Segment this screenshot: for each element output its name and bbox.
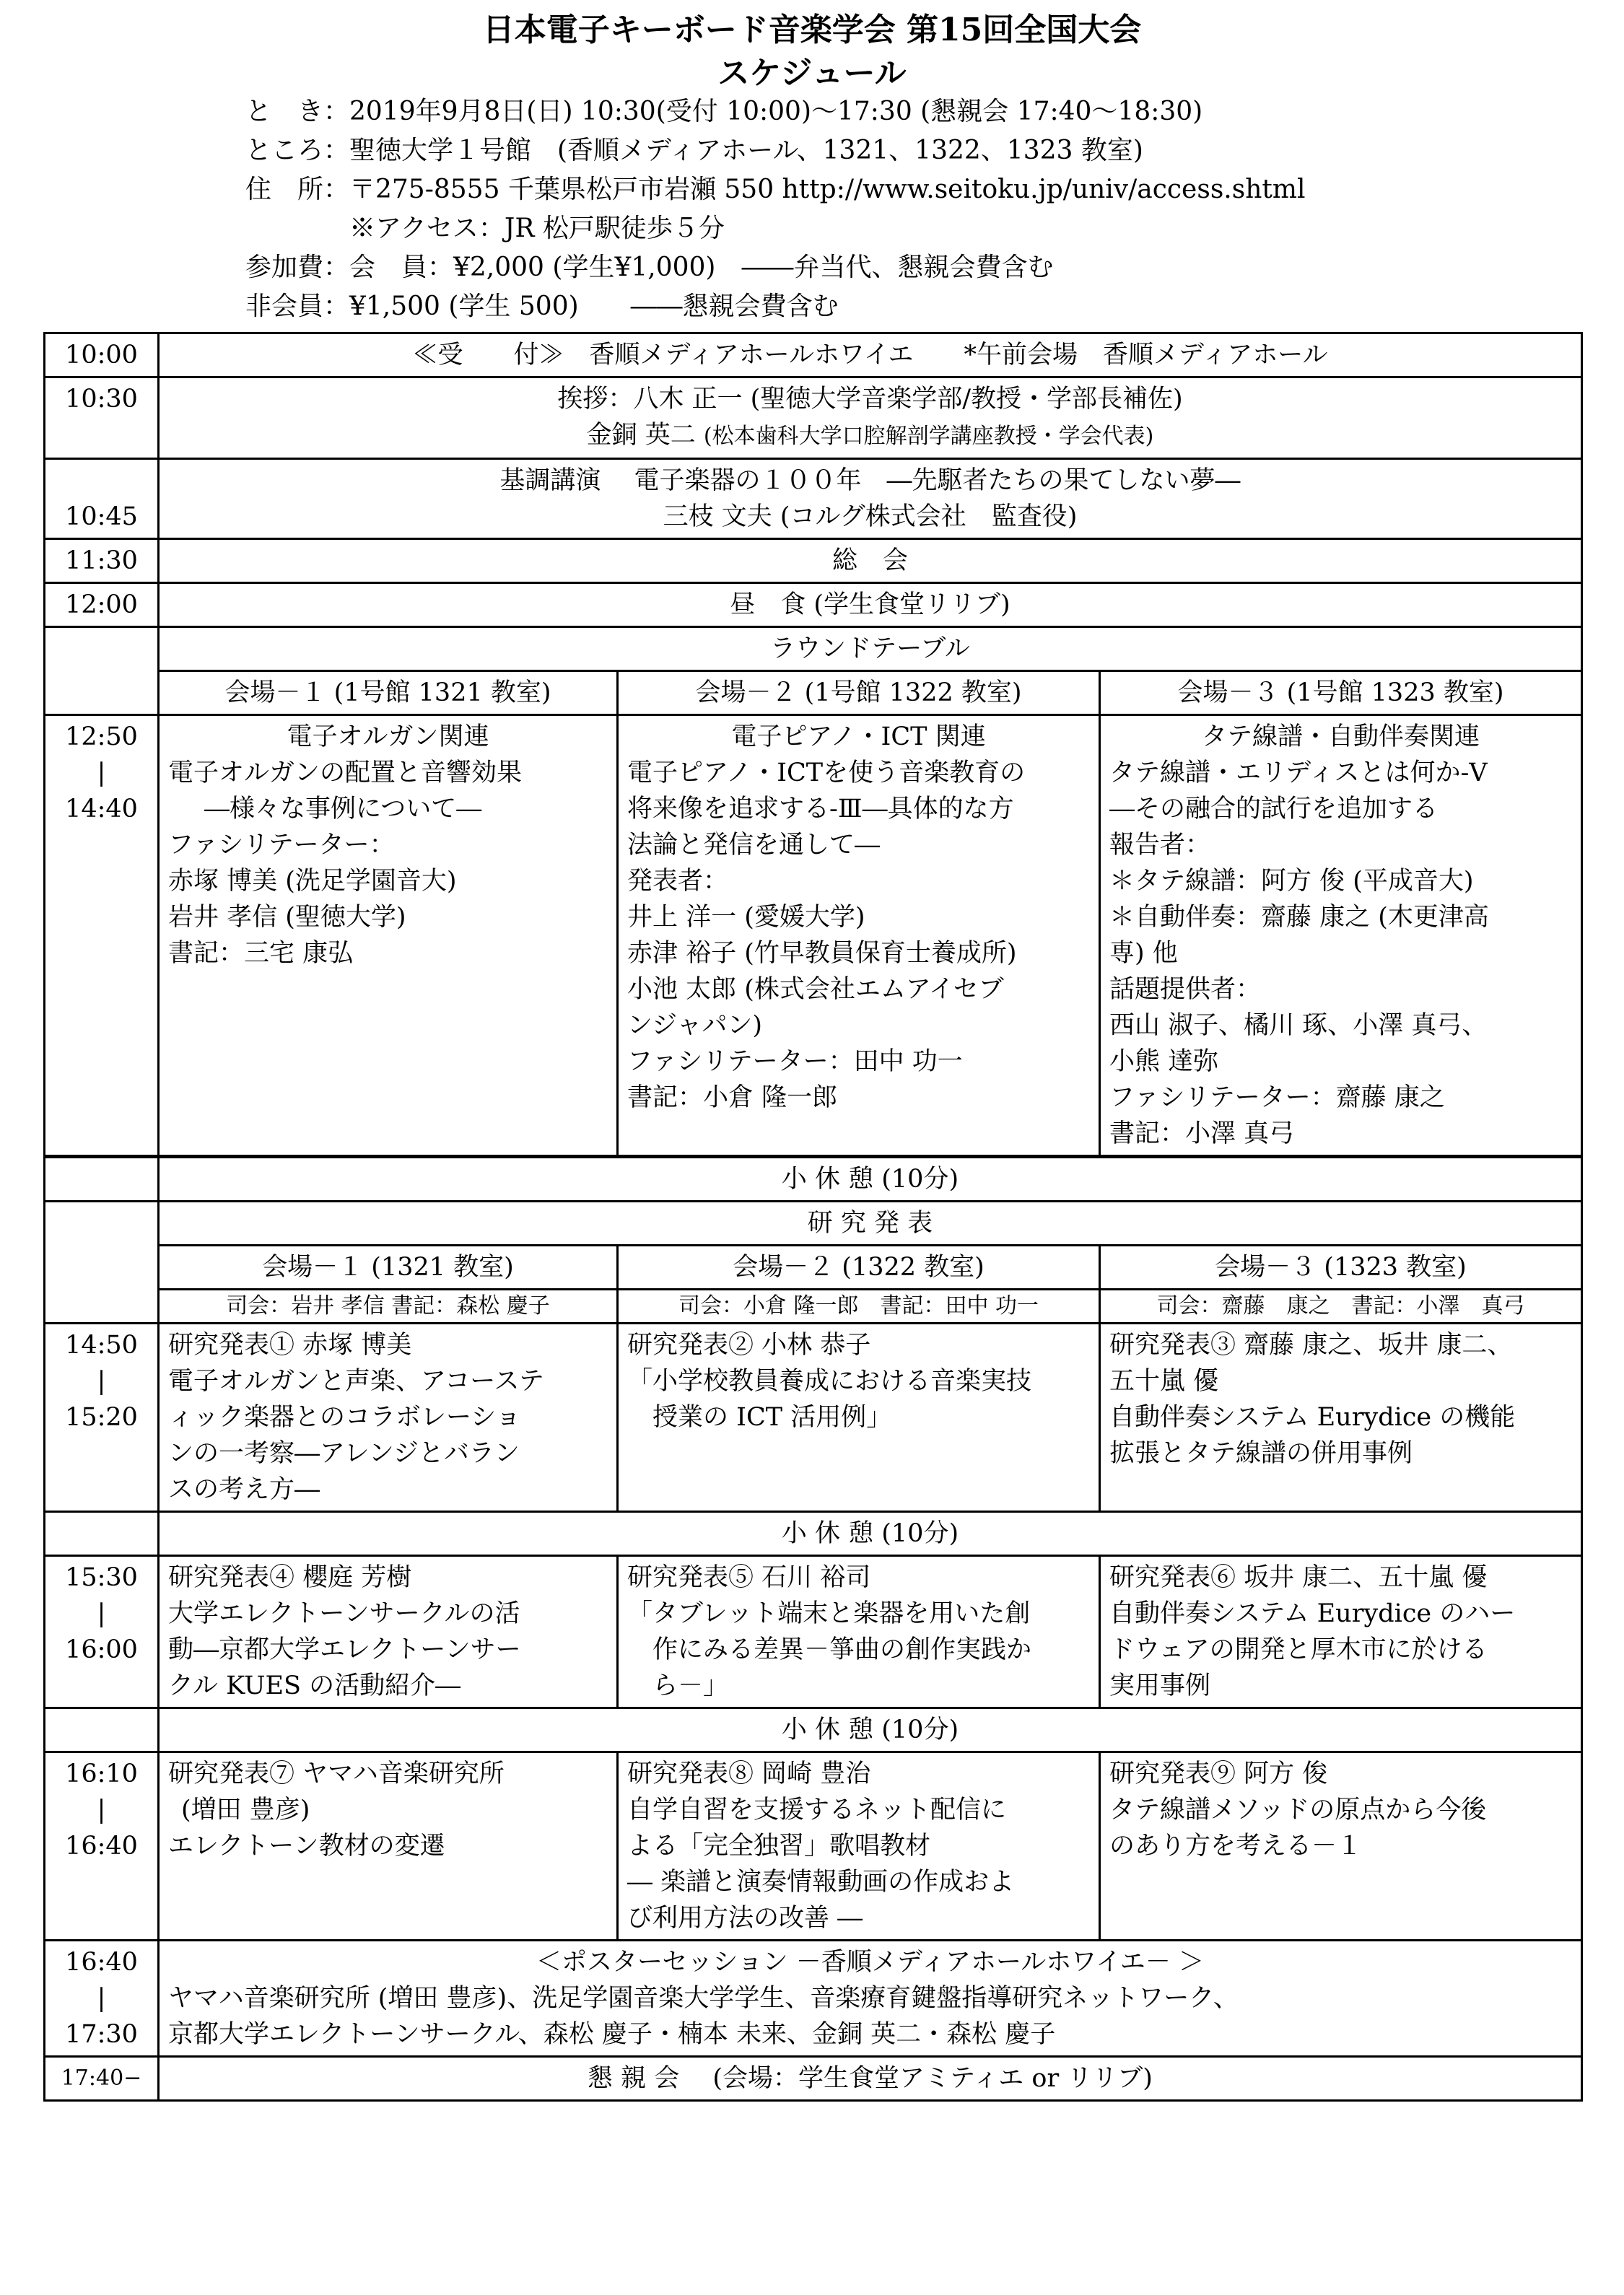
time-start: 14:50 <box>65 1331 138 1360</box>
research-chair: 司会：小倉 隆一郎 書記：田中 功一 <box>618 1290 1100 1324</box>
roundtable-venue: 会場－１ (1号館 1321 教室) <box>159 671 618 715</box>
empty-time-cell <box>45 627 159 715</box>
col-line: (増田 豊彦) <box>181 1796 310 1824</box>
general-meeting-text: 総 会 <box>159 539 1582 583</box>
research-header: 研 究 発 表 <box>159 1202 1582 1246</box>
time-cell: 10:30 <box>45 377 159 459</box>
col-line: ―様々な事例について― <box>204 795 482 823</box>
greeting-affiliation: (松本歯科大学口腔解剖学講座教授・学会代表) <box>703 424 1154 449</box>
col-line: 報告者： <box>1109 831 1211 860</box>
col-line: のあり方を考える－１ <box>1109 1832 1363 1861</box>
time-cell <box>45 1324 159 1512</box>
col-line: ＊タテ線譜：阿方 俊 (平成音大) <box>1109 867 1474 896</box>
time-end: 16:40 <box>65 1832 138 1861</box>
empty-time-cell <box>45 1512 159 1556</box>
col-line: タテ線譜・自動伴奏関連 <box>1201 722 1480 751</box>
time-separator: | <box>97 1796 106 1824</box>
info-access: ※アクセス：JR 松戸駅徒歩５分 <box>245 214 725 243</box>
col-line: 西山 淑子、橘川 琢、小澤 真弓、 <box>1109 1011 1488 1040</box>
poster-line: 京都大学エレクトーンサークル、森松 慶子・楠本 未来、金銅 英二・森松 慶子 <box>168 2020 1056 2049</box>
col-line: 書記：三宅 康弘 <box>168 939 354 968</box>
row-lunch <box>45 583 1582 627</box>
empty-time-cell <box>45 1202 159 1324</box>
session-col3 <box>1100 1752 1582 1941</box>
page-title: 日本電子キーボード音楽学会 第15回全国大会 <box>482 12 1142 48</box>
col-line: 法論と発信を通して― <box>627 831 881 860</box>
research-venue: 会場－３ (1323 教室) <box>1100 1246 1582 1290</box>
col-line: 授業の ICT 活用例」 <box>652 1403 892 1432</box>
col-line: ドウェアの開発と厚木市に於ける <box>1109 1635 1488 1664</box>
schedule-table <box>43 332 1583 2102</box>
col-line: 作にみる差異－箏曲の創作実践か <box>652 1635 1032 1664</box>
time-cell <box>45 715 159 1157</box>
col-line: タテ線譜・エリディスとは何か-Ⅴ <box>1109 759 1488 787</box>
time-cell: 11:30 <box>45 539 159 583</box>
col-line: 電子オルガンの配置と音響効果 <box>168 759 523 787</box>
col-line: エレクトーン教材の変遷 <box>168 1832 445 1861</box>
greeting-name: 金銅 英二 <box>586 421 696 450</box>
col-line: 話題提供者： <box>1109 975 1262 1004</box>
roundtable-col3 <box>1100 715 1582 1157</box>
col-line: ンの一考察―アレンジとバラン <box>168 1439 520 1468</box>
col-line: 「タブレット端末と楽器を用いた創 <box>627 1599 1031 1628</box>
session-col1 <box>159 1324 618 1512</box>
session-col2 <box>618 1324 1100 1512</box>
time-separator: | <box>97 1984 106 2013</box>
col-line: 拡張とタテ線譜の併用事例 <box>1109 1439 1413 1468</box>
col-line: 電子ピアノ・ICTを使う音楽教育の <box>627 759 1026 787</box>
poster-title: ＜ポスターセッション －香順メディアホールホワイエ－ ＞ <box>536 1948 1204 1977</box>
time-cell <box>45 1752 159 1941</box>
time-start: 16:40 <box>65 1948 138 1977</box>
greeting-cell <box>159 377 1582 459</box>
session-col3 <box>1100 1324 1582 1512</box>
row-party <box>45 2057 1582 2101</box>
session-col1 <box>159 1752 618 1941</box>
row-roundtable-venues <box>45 671 1582 715</box>
col-line: タテ線譜メソッドの原点から今後 <box>1109 1796 1487 1824</box>
session-col2 <box>618 1752 1100 1941</box>
col-line: ィック楽器とのコラボレーショ <box>168 1403 521 1432</box>
col-line: 電子ピアノ・ICT 関連 <box>731 722 986 751</box>
roundtable-col1 <box>159 715 618 1157</box>
col-line: ＊自動伴奏：齋藤 康之 (木更津高 <box>1109 903 1489 932</box>
empty-time-cell <box>45 1708 159 1752</box>
col-line: 赤津 裕子 (竹早教員保育士養成所) <box>627 939 1017 968</box>
row-session-1530 <box>45 1556 1582 1708</box>
empty-time-cell <box>45 1157 159 1202</box>
info-fee-nonmember: 非会員：¥1,500 (学生 500) ――懇親会費含む <box>245 292 839 321</box>
research-venue: 会場－２ (1322 教室) <box>618 1246 1100 1290</box>
time-cell <box>45 1941 159 2057</box>
time-separator: | <box>97 759 106 787</box>
col-line: 研究発表③ 齋藤 康之、坂井 康二、 <box>1109 1331 1513 1360</box>
row-session-1450 <box>45 1324 1582 1512</box>
col-line: 電子オルガン関連 <box>287 722 489 751</box>
col-line: ― 楽譜と演奏情報動画の作成およ <box>627 1868 1015 1897</box>
col-line: 電子オルガンと声楽、アコーステ <box>168 1367 544 1396</box>
break-text: 小 休 憩 (10分) <box>159 1157 1582 1202</box>
col-line: ファシリテーター：齋藤 康之 <box>1109 1083 1445 1112</box>
col-line: 研究発表⑥ 坂井 康二、五十嵐 優 <box>1109 1563 1488 1592</box>
col-line: 赤塚 博美 (洗足学園音大) <box>168 867 457 896</box>
time-cell <box>45 1556 159 1708</box>
col-line: 研究発表⑦ ヤマハ音楽研究所 <box>168 1760 505 1788</box>
greeting-line <box>168 417 1572 455</box>
col-line: 研究発表⑨ 阿方 俊 <box>1109 1760 1328 1788</box>
col-line: 小池 太郎 (株式会社エムアイセブ <box>627 975 1004 1004</box>
roundtable-venue: 会場－２ (1号館 1322 教室) <box>618 671 1100 715</box>
row-break <box>45 1157 1582 1202</box>
page-subtitle: スケジュール <box>717 55 907 92</box>
col-line: 小熊 達弥 <box>1109 1047 1219 1076</box>
col-line: ら－」 <box>652 1671 729 1700</box>
col-line: 発表者： <box>627 867 729 896</box>
break-text: 小 休 憩 (10分) <box>159 1708 1582 1752</box>
roundtable-col2 <box>618 715 1100 1157</box>
lunch-text: 昼 食 (学生食堂リリブ) <box>159 583 1582 627</box>
row-break <box>45 1708 1582 1752</box>
reception-text: ≪受 付≫ 香順メディアホールホワイエ *午前会場 香順メディアホール <box>159 333 1582 377</box>
time-start: 12:50 <box>65 722 138 751</box>
row-reception <box>45 333 1582 377</box>
break-text: 小 休 憩 (10分) <box>159 1512 1582 1556</box>
col-line: 五十嵐 優 <box>1109 1367 1219 1396</box>
info-place: ところ：聖徳大学１号館 (香順メディアホール、1321、1322、1323 教室) <box>245 136 1143 165</box>
col-line: ―その融合的試行を追加する <box>1109 795 1439 823</box>
research-chair: 司会：齋藤 康之 書記：小澤 真弓 <box>1100 1290 1582 1324</box>
row-general-meeting <box>45 539 1582 583</box>
greeting-line: 挨拶：八木 正一 (聖徳大学音楽学部/教授・学部長補佐) <box>557 385 1183 414</box>
row-poster-session <box>45 1941 1582 2057</box>
col-line: 自動伴奏システム Eurydice のハー <box>1109 1599 1516 1628</box>
col-line: 専) 他 <box>1109 939 1178 968</box>
row-roundtable-header <box>45 627 1582 671</box>
research-chair: 司会：岩井 孝信 書記：森松 慶子 <box>159 1290 618 1324</box>
col-line: 研究発表② 小林 恭子 <box>627 1331 871 1360</box>
col-line: 書記：小澤 真弓 <box>1109 1119 1295 1148</box>
row-session-1610 <box>45 1752 1582 1941</box>
keynote-title: 基調講演 電子楽器の１００年 ―先駆者たちの果てしない夢― <box>499 466 1241 495</box>
col-line: 研究発表⑧ 岡崎 豊治 <box>627 1760 871 1788</box>
col-line: び利用方法の改善 ― <box>627 1904 863 1933</box>
col-line: 研究発表① 赤塚 博美 <box>168 1331 412 1360</box>
time-end: 14:40 <box>65 795 138 823</box>
poster-cell <box>159 1941 1582 2057</box>
time-end: 15:20 <box>65 1403 138 1432</box>
row-greeting <box>45 377 1582 459</box>
info-fee-member: 参加費：会 員：¥2,000 (学生¥1,000) ――弁当代、懇親会費含む <box>245 253 1054 282</box>
roundtable-header: ラウンドテーブル <box>159 627 1582 671</box>
roundtable-venue: 会場－３ (1号館 1323 教室) <box>1100 671 1582 715</box>
col-line: スの考え方― <box>168 1475 320 1504</box>
row-roundtable <box>45 715 1582 1157</box>
row-research-venues <box>45 1246 1582 1290</box>
row-research-chairs <box>45 1290 1582 1324</box>
col-line: ファシリテーター：田中 功一 <box>627 1047 963 1076</box>
col-line: 動―京都大学エレクトーンサー <box>168 1635 521 1664</box>
col-line: ファシリテーター： <box>168 831 395 860</box>
time-cell: 12:00 <box>45 583 159 627</box>
col-line: 将来像を追求する-Ⅲ―具体的な方 <box>627 795 1014 823</box>
row-keynote <box>45 459 1582 539</box>
col-line: 「小学校教員養成における音楽実技 <box>627 1367 1032 1396</box>
row-research-header <box>45 1202 1582 1246</box>
col-line: 研究発表④ 櫻庭 芳樹 <box>168 1563 412 1592</box>
info-address: 住 所：〒275‐8555 千葉県松戸市岩瀬 550 http://www.seitoku.jp/univ/access.shtml <box>245 175 1306 204</box>
col-line: クル KUES の活動紹介― <box>168 1671 461 1700</box>
party-text: 懇 親 会 (会場：学生食堂アミティエ or リリブ) <box>159 2057 1582 2101</box>
time-start: 15:30 <box>65 1563 138 1592</box>
keynote-cell <box>159 459 1582 539</box>
time-cell: 17:40− <box>45 2057 159 2101</box>
col-line: 自動伴奏システム Eurydice の機能 <box>1109 1403 1516 1432</box>
keynote-speaker: 三枝 文夫 (コルグ株式会社 監査役) <box>663 502 1078 531</box>
poster-line: ヤマハ音楽研究所 (増田 豊彦)、洗足学園音楽大学学生、音楽療育鍵盤指導研究ネットワーク、 <box>168 1984 1239 2013</box>
col-line: 自学自習を支援するネット配信に <box>627 1796 1007 1824</box>
time-end: 16:00 <box>65 1635 138 1664</box>
session-col2 <box>618 1556 1100 1708</box>
time-cell: 10:45 <box>45 459 159 539</box>
col-line: ンジャパン) <box>627 1011 763 1040</box>
time-end: 17:30 <box>65 2020 138 2049</box>
time-start: 16:10 <box>65 1760 138 1788</box>
time-separator: | <box>97 1599 106 1628</box>
col-line: 実用事例 <box>1109 1671 1211 1700</box>
col-line: 井上 洋一 (愛媛大学) <box>627 903 865 932</box>
time-cell: 10:00 <box>45 333 159 377</box>
research-venue: 会場－１ (1321 教室) <box>159 1246 618 1290</box>
col-line: 書記：小倉 隆一郎 <box>627 1083 838 1112</box>
time-separator: | <box>97 1367 106 1396</box>
info-date: と き：2019年9月8日(日) 10:30(受付 10:00)～17:30 (懇親会 17:40～18:30) <box>245 97 1203 126</box>
col-line: 大学エレクトーンサークルの活 <box>168 1599 520 1628</box>
col-line: 研究発表⑤ 石川 裕司 <box>627 1563 871 1592</box>
row-break <box>45 1512 1582 1556</box>
col-line: よる「完全独習」歌唱教材 <box>627 1832 931 1861</box>
session-col1 <box>159 1556 618 1708</box>
col-line: 岩井 孝信 (聖徳大学) <box>168 903 406 932</box>
session-col3 <box>1100 1556 1582 1708</box>
